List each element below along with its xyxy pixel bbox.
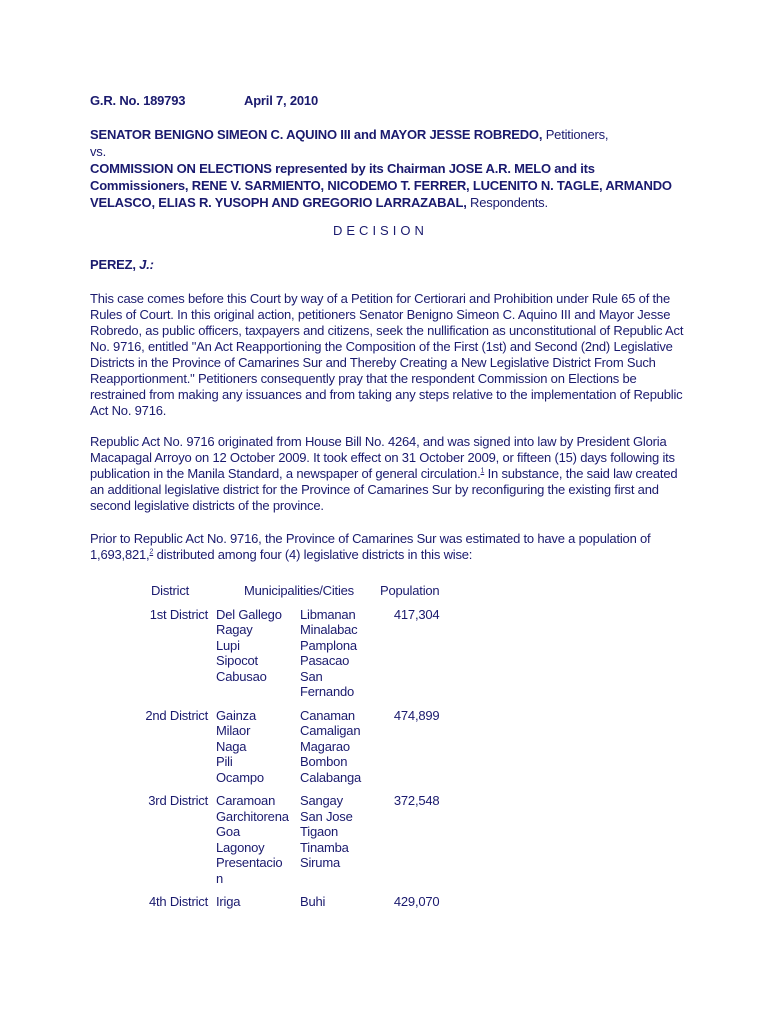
municipality: Garchitorena xyxy=(216,808,289,824)
municipality: Magarao xyxy=(300,738,350,754)
municipality: San Jose xyxy=(300,808,353,824)
case-number: G.R. No. 189793 xyxy=(90,93,186,108)
district-cell: 4th District xyxy=(148,894,208,909)
municipality: Pasacao xyxy=(300,653,350,668)
paragraph-3-text-a: Prior to Republic Act No. 9716, the Province of Camarines Sur was estimated to have a population of 1,693,821, xyxy=(90,531,651,562)
footnote-1-link[interactable]: 1 xyxy=(480,467,485,475)
municipalities-col1 xyxy=(212,708,296,794)
petitioners-role: Petitioners, xyxy=(545,127,609,142)
ponente-suffix: J.: xyxy=(139,257,154,272)
municipality: Iriga xyxy=(216,894,241,909)
municipalities-col2 xyxy=(296,793,370,894)
municipality: Goa xyxy=(216,824,240,839)
paragraph-1: This case comes before this Court by way of a Petition for Certiorari and Prohibition under Rule 65 of the Rules of Court. In this original action, petitioners Senator Benigno Simeon C. Aquino III and Mayor Jesse Robredo, as public officers, taxpayers and citizens, seek the nullification as unconstitutional of Republic Act No. 9716, entitled "An Act Reapportioning the Composition of the First (1st) and Second (2nd) Legislative Districts in the Province of Camarines Sur and Thereby Creating a New Legislative District From Such Reapportionment." Petitioners consequently pray that the respondent Commission on Elections be restrained from making any issuances and from taking any steps relative to the implementation of Republic Act No. 9716. xyxy=(90,291,684,418)
municipality: Bombon xyxy=(300,754,348,769)
table-row xyxy=(128,708,443,794)
municipalities-col1 xyxy=(212,894,296,918)
district-cell: 3rd District xyxy=(148,793,208,808)
header-municipalities: Municipalities/Cities xyxy=(244,583,354,598)
table-row xyxy=(128,894,443,918)
parties-block xyxy=(90,126,690,211)
municipality: Pili xyxy=(216,754,233,769)
municipality: Presentacio xyxy=(216,855,283,870)
district-cell: 1st District xyxy=(149,606,208,622)
population-cell: 474,899 xyxy=(393,707,440,723)
population-cell: 429,070 xyxy=(393,894,440,909)
municipality: Ocampo xyxy=(216,769,264,785)
municipality: Buhi xyxy=(300,894,326,909)
ponente-name: PEREZ, xyxy=(90,257,140,272)
paragraph-3 xyxy=(90,531,690,563)
municipality: Camaligan xyxy=(300,723,361,738)
municipality: Sangay xyxy=(300,793,343,808)
municipalities-col1 xyxy=(212,793,296,894)
paragraph-2-text-b: In substance, the said law created an additional legislative district for the Province of Camarines Sur by reconfiguring the existing first and second legislative districts of the province. xyxy=(90,466,678,513)
decision-title: DECISION xyxy=(333,223,428,238)
municipalities-col2 xyxy=(296,708,370,794)
districts-table xyxy=(128,583,443,918)
paragraph-3-text-b: distributed among four (4) legislative districts in this wise: xyxy=(153,547,473,562)
municipality: Libmanan xyxy=(300,606,356,622)
municipality: Cabusao xyxy=(216,668,267,684)
municipality: Pamplona xyxy=(300,637,357,653)
municipality: Lupi xyxy=(216,637,240,653)
district-cell: 2nd District xyxy=(145,707,208,723)
header-population: Population xyxy=(380,583,440,598)
table-body xyxy=(128,607,443,918)
respondents-names: COMMISSION ON ELECTIONS represented by its Chairman JOSE A.R. MELO and its Commissioners, RENE V. SARMIENTO, NICODEMO T. FERRER, LUCENITO N. TAGLE, ARMANDO VELASCO, ELIAS R. YUSOPH AND GREGORIO LARRAZABAL, xyxy=(90,161,672,210)
municipalities-col1 xyxy=(212,607,296,708)
paragraph-2 xyxy=(90,434,690,514)
table-row xyxy=(128,793,443,894)
decision-date: April 7, 2010 xyxy=(244,93,318,108)
municipality: Minalabac xyxy=(300,622,358,637)
municipality: Caramoan xyxy=(216,793,276,808)
municipality: Gainza xyxy=(216,707,256,723)
municipality: Del Gallego xyxy=(216,606,282,622)
petitioners-names: SENATOR BENIGNO SIMEON C. AQUINO III and MAYOR JESSE ROBREDO, xyxy=(90,127,543,142)
petitioners-line xyxy=(90,126,690,143)
table-row xyxy=(128,607,443,708)
municipality: Calabanga xyxy=(300,769,362,785)
population-cell: 417,304 xyxy=(393,606,440,622)
municipality: Tinamba xyxy=(300,839,349,855)
population-cell: 372,548 xyxy=(393,793,440,808)
municipality: Naga xyxy=(216,738,247,754)
municipality: Ragay xyxy=(216,622,253,637)
header-district: District xyxy=(150,583,190,598)
municipalities-col2 xyxy=(296,894,370,918)
respondents-role: Respondents. xyxy=(470,195,548,210)
municipality: Canaman xyxy=(300,707,355,723)
municipality: Fernando xyxy=(300,684,355,699)
municipality: San xyxy=(300,668,323,684)
municipality: Sipocot xyxy=(216,653,258,668)
respondents-line xyxy=(90,160,690,211)
versus: vs. xyxy=(90,144,107,159)
footnote-2-link[interactable]: 2 xyxy=(149,548,154,556)
municipality: n xyxy=(216,870,224,886)
ponente xyxy=(90,257,154,272)
municipality: Tigaon xyxy=(300,824,339,839)
municipality: Siruma xyxy=(300,855,340,870)
municipality: Lagonoy xyxy=(216,839,265,855)
municipality: Milaor xyxy=(216,723,251,738)
municipalities-col2 xyxy=(296,607,370,708)
paragraph-2-text-a: Republic Act No. 9716 originated from House Bill No. 4264, and was signed into law by President Gloria Macapagal Arroyo on 12 October 2009. It took effect on 31 October 2009, or fifteen (15) days following its publication in the Manila Standard, a newspaper of general circulation. xyxy=(90,434,675,481)
table-header-row xyxy=(128,583,443,607)
